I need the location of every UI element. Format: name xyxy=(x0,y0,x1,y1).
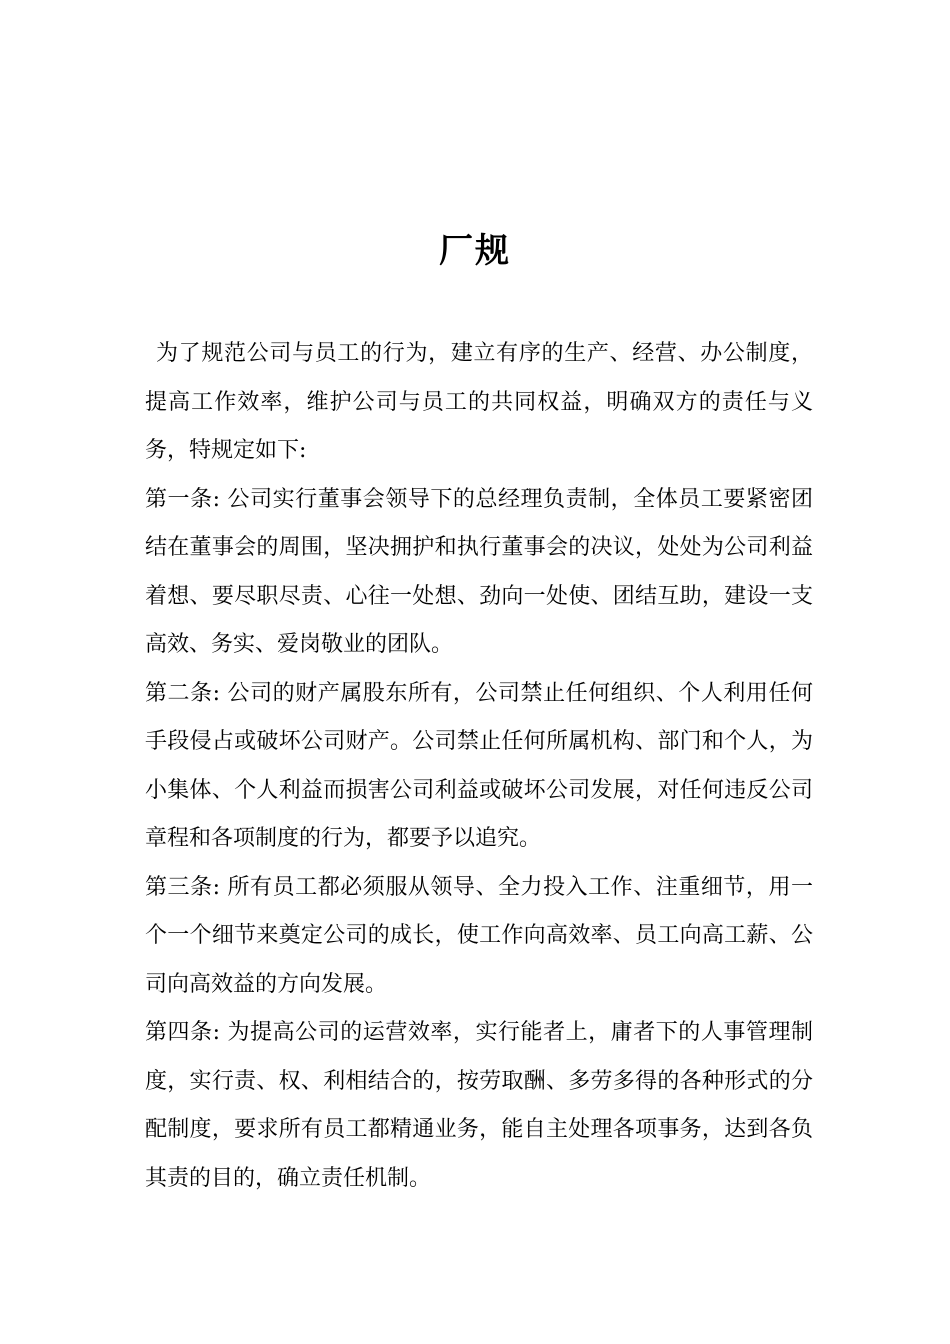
article-1: 第一条: 公司实行董事会领导下的总经理负责制，全体员工要紧密团结在董事会的周围，坚决拥护和执行董事会的决议，处处为公司利益着想、要尽职尽责、心往一处想、劲向一处使、团结互助，建设一支高效、务实、爱岗敬业的团队。 xyxy=(145,486,813,657)
article-3: 第三条: 所有员工都必须服从领导、全力投入工作、注重细节，用一个一个细节来奠定公司的成长，使工作向高效率、员工向高工薪、公司向高效益的方向发展。 xyxy=(145,874,813,997)
intro-paragraph: 为了规范公司与员工的行为，建立有序的生产、经营、办公制度，提高工作效率，维护公司与员工的共同权益，明确双方的责任与义务，特规定如下: xyxy=(145,341,813,463)
article-4: 第四条: 为提高公司的运营效率，实行能者上，庸者下的人事管理制度，实行责、权、利相结合的，按劳取酬、多劳多得的各种形式的分配制度，要求所有员工都精通业务，能自主处理各项事务，达到各负其责的目的，确立责任机制。 xyxy=(145,1020,813,1191)
document-body xyxy=(145,330,813,1203)
article-2: 第二条: 公司的财产属股东所有，公司禁止任何组织、个人利用任何手段侵占或破坏公司财产。公司禁止任何所属机构、部门和个人，为小集体、个人利益而损害公司利益或破坏公司发展，对任何违反公司章程和各项制度的行为，都要予以追究。 xyxy=(145,680,813,851)
document-title: 厂规 xyxy=(439,231,511,271)
